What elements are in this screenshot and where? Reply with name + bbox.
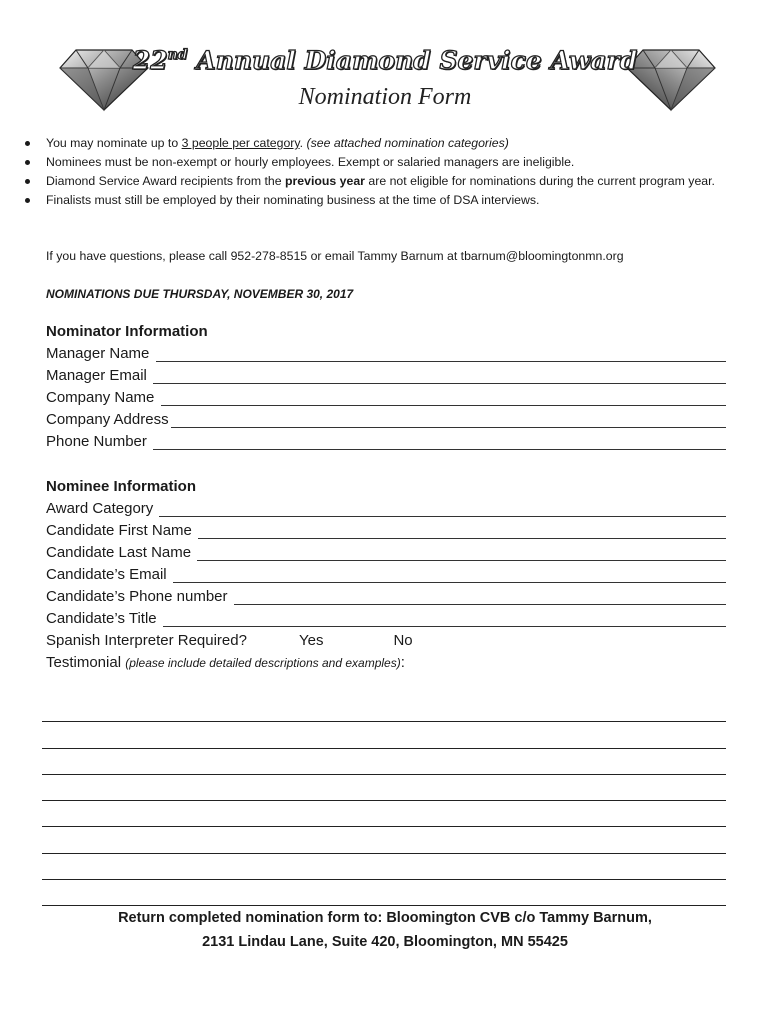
manager-email-input[interactable] [153,367,726,384]
spanish-interpreter-label: Spanish Interpreter Required? [46,632,247,649]
phone-number-input[interactable] [153,433,726,450]
contact-info: If you have questions, please call 952-278-8515 or email Tammy Barnum at tbarnum@bloomingtonmn.org [46,249,624,263]
interpreter-yes-option[interactable]: Yes [298,632,324,649]
nominator-heading: Nominator Information [46,323,208,340]
nominator-section [46,321,726,453]
company-name-field[interactable]: Company Name [46,387,726,409]
return-address-line2: 2131 Lindau Lane, Suite 420, Bloomington, MN 55425 [202,934,568,950]
company-name-input[interactable] [161,389,726,406]
candidate-first-name-input[interactable] [198,522,726,539]
testimonial-label: Testimonial (please include detailed descriptions and examples): [46,654,405,671]
testimonial-line[interactable] [42,854,726,880]
testimonial-line[interactable] [42,801,726,827]
candidate-last-name-field[interactable]: Candidate Last Name [46,542,726,564]
spanish-interpreter-row [46,630,726,652]
return-address [0,906,770,954]
testimonial-lines[interactable] [42,696,726,906]
candidate-first-name-field[interactable]: Candidate First Name [46,520,726,542]
candidate-last-name-input[interactable] [197,544,726,561]
due-date: NOMINATIONS DUE THURSDAY, NOVEMBER 30, 2017 [46,287,354,301]
manager-email-field[interactable]: Manager Email [46,365,726,387]
testimonial-line[interactable] [42,722,726,748]
testimonial-line[interactable] [42,880,726,906]
testimonial-line[interactable] [42,696,726,722]
candidate-title-input[interactable] [163,610,726,627]
form-subtitle: Nomination Form [298,84,472,110]
award-title: 22nd Annual Diamond Service Award [132,46,638,75]
form-header [0,40,770,120]
nominee-section [46,476,726,674]
return-address-line1: Return completed nomination form to: Bloomington CVB c/o Tammy Barnum, [118,910,652,926]
candidate-email-input[interactable] [173,566,726,583]
instruction-item: Diamond Service Award recipients from the previous year are not eligible for nominations during the current program year. [20,172,730,191]
interpreter-no-option[interactable]: No [393,632,413,649]
candidate-title-field[interactable]: Candidate’s Title [46,608,726,630]
award-category-field[interactable]: Award Category [46,498,726,520]
instruction-item: You may nominate up to 3 people per category. (see attached nomination categories) [20,134,730,153]
instruction-list [20,134,730,210]
award-category-input[interactable] [159,500,726,517]
phone-number-field[interactable]: Phone Number [46,431,726,453]
manager-name-field[interactable]: Manager Name [46,343,726,365]
testimonial-line[interactable] [42,775,726,801]
candidate-phone-input[interactable] [234,588,726,605]
instruction-item: Finalists must still be employed by their nominating business at the time of DSA interviews. [20,191,730,210]
company-address-field[interactable]: Company Address [46,409,726,431]
nominee-heading: Nominee Information [46,478,197,495]
manager-name-input[interactable] [156,345,726,362]
candidate-phone-field[interactable]: Candidate’s Phone number [46,586,726,608]
testimonial-line[interactable] [42,827,726,853]
testimonial-line[interactable] [42,749,726,775]
company-address-input[interactable] [171,411,726,428]
candidate-email-field[interactable]: Candidate’s Email [46,564,726,586]
instruction-item: Nominees must be non-exempt or hourly employees. Exempt or salaried managers are ineligible. [20,153,730,172]
